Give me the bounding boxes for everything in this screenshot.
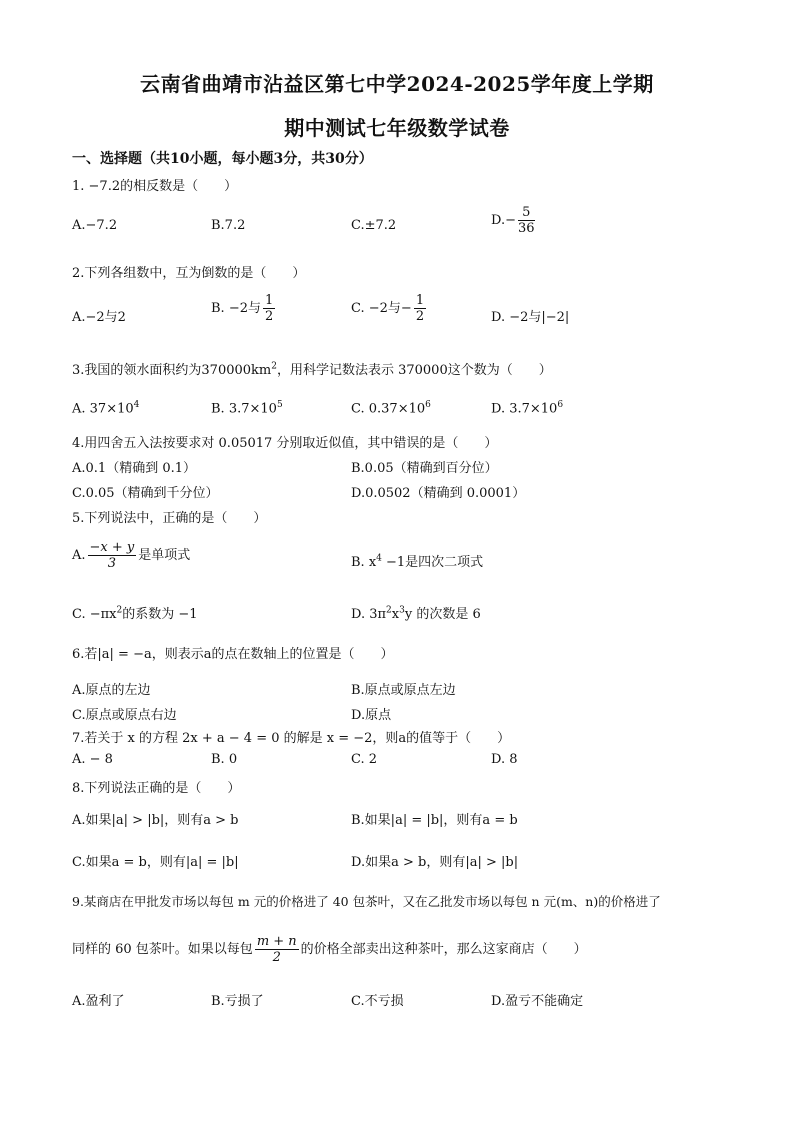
q2-option-d: D. −2与|−2| bbox=[491, 310, 570, 325]
section-heading: 一、选择题（共10小题，每小题3分，共30分） bbox=[72, 151, 373, 167]
q2-c-fraction bbox=[414, 293, 426, 324]
q6-option-c: C.原点或原点右边 bbox=[72, 708, 177, 723]
q1-option-a: A.−7.2 bbox=[72, 218, 118, 233]
q1-stem: 1. −7.2的相反数是（ ） bbox=[72, 179, 238, 194]
q2-b-prefix: B. −2与 bbox=[211, 301, 261, 316]
q9-option-a: A.盈利了 bbox=[72, 994, 125, 1009]
q9-stem-line2 bbox=[72, 934, 587, 965]
q7-option-c: C. 2 bbox=[351, 752, 378, 767]
q7-stem: 7.若关于 x 的方程 2x + a − 4 = 0 的解是 x = −2，则a的值等于（ ） bbox=[72, 731, 511, 746]
q8-option-a: A.如果|a| > |b|，则有a > b bbox=[72, 813, 239, 828]
exam-title-line1: 云南省曲靖市沾益区第七中学2024-2025学年度上学期 bbox=[140, 72, 654, 96]
q2-option-c bbox=[351, 293, 428, 324]
q5-b-base: B. x bbox=[351, 555, 377, 570]
q3-c-base: C. 0.37×10 bbox=[351, 401, 426, 417]
q3-option-a bbox=[72, 400, 139, 416]
q5-d-mid: x bbox=[391, 607, 400, 622]
q4-option-c: C.0.05（精确到千分位） bbox=[72, 486, 219, 501]
q5-option-b bbox=[351, 551, 483, 570]
q2-option-b bbox=[211, 293, 277, 324]
q5-c-base: C. −πx bbox=[72, 607, 117, 622]
q8-option-c: C.如果a = b，则有|a| = |b| bbox=[72, 855, 239, 870]
q5-c-exp: 2 bbox=[116, 605, 123, 616]
q3-c-exp: 6 bbox=[425, 400, 431, 410]
q5-a-prefix: A. bbox=[72, 548, 86, 563]
q3-d-base: D. 3.7×10 bbox=[491, 401, 558, 417]
q5-option-a bbox=[72, 540, 190, 571]
q3-stem-sup: 2 bbox=[271, 361, 277, 372]
q5-option-c bbox=[72, 603, 198, 622]
q3-a-base: A. 37×10 bbox=[72, 401, 134, 417]
q2-b-num: 1 bbox=[264, 293, 274, 308]
q5-c-suffix: 的系数为 −1 bbox=[122, 607, 198, 622]
q2-b-den: 2 bbox=[264, 309, 274, 324]
q3-option-c bbox=[351, 400, 431, 416]
q6-option-a: A.原点的左边 bbox=[72, 683, 151, 698]
q3-a-exp: 4 bbox=[133, 400, 140, 410]
q5-a-num: −x + y bbox=[89, 540, 135, 555]
q7-option-a: A. − 8 bbox=[72, 752, 113, 767]
q5-d-suffix: y 的次数是 6 bbox=[404, 607, 481, 622]
q5-d-exp2: 3 bbox=[399, 605, 405, 616]
q5-d-exp1: 2 bbox=[386, 605, 392, 616]
q4-option-a: A.0.1（精确到 0.1） bbox=[72, 461, 197, 476]
q2-c-num: 1 bbox=[415, 293, 425, 308]
q5-d-base: D. 3π bbox=[351, 607, 387, 622]
q6-option-b: B.原点或原点左边 bbox=[351, 683, 456, 698]
q9-num: m + n bbox=[256, 934, 297, 949]
q9-stem-line1: 9.某商店在甲批发市场以每包 m 元的价格进了 40 包茶叶，又在乙批发市场以每包 n 元(m、n)的价格进了 bbox=[72, 894, 661, 909]
q9-option-d: D.盈亏不能确定 bbox=[491, 994, 584, 1009]
q5-b-suffix: −1是四次二项式 bbox=[381, 555, 484, 570]
q8-option-b: B.如果|a| = |b|，则有a = b bbox=[351, 813, 518, 828]
q2-option-a: A.−2与2 bbox=[72, 310, 126, 325]
q6-stem: 6.若|a| = −a，则表示a的点在数轴上的位置是（ ） bbox=[72, 647, 394, 662]
q6-option-d: D.原点 bbox=[351, 708, 392, 723]
q3-b-exp: 5 bbox=[276, 400, 283, 410]
q3-b-base: B. 3.7×10 bbox=[211, 401, 277, 417]
q5-a-suffix: 是单项式 bbox=[138, 548, 191, 563]
q4-stem: 4.用四舍五入法按要求对 0.05017 分别取近似值，其中错误的是（ ） bbox=[72, 436, 498, 451]
q3-stem bbox=[72, 359, 552, 378]
q4-option-b: B.0.05（精确到百分位） bbox=[351, 461, 498, 476]
q2-c-den: 2 bbox=[415, 309, 425, 324]
q5-a-fraction bbox=[88, 540, 137, 571]
q9-den: 2 bbox=[272, 950, 281, 965]
q3-option-b bbox=[211, 400, 283, 416]
q1-d-den: 36 bbox=[517, 221, 535, 236]
q1-d-num: 5 bbox=[518, 205, 535, 221]
q2-stem: 2.下列各组数中，互为倒数的是（ ） bbox=[72, 266, 306, 281]
q9-option-c: C.不亏损 bbox=[351, 994, 404, 1009]
q7-option-b: B. 0 bbox=[211, 752, 238, 767]
q5-a-den: 3 bbox=[107, 556, 117, 571]
q2-c-prefix: C. −2与− bbox=[351, 301, 412, 316]
q9-stem2-suffix: 的价格全部卖出这种茶叶，那么这家商店（ ） bbox=[300, 942, 587, 957]
q8-stem: 8.下列说法正确的是（ ） bbox=[72, 781, 241, 796]
q2-b-fraction bbox=[263, 293, 275, 324]
q3-stem-b: ，用科学记数法表示 370000这个数为（ ） bbox=[276, 363, 552, 378]
q3-option-d bbox=[491, 400, 563, 416]
q3-d-exp: 6 bbox=[557, 400, 564, 410]
q5-stem: 5.下列说法中，正确的是（ ） bbox=[72, 511, 267, 526]
q8-option-d: D.如果a > b，则有|a| > |b| bbox=[351, 855, 519, 870]
q9-option-b: B.亏损了 bbox=[211, 994, 264, 1009]
q3-stem-a: 3.我国的领水面积约为370000km bbox=[72, 363, 272, 378]
q7-option-d: D. 8 bbox=[491, 752, 518, 767]
q4-option-d: D.0.0502（精确到 0.0001） bbox=[351, 486, 526, 501]
q1-option-c: C.±7.2 bbox=[351, 218, 397, 233]
q1-option-d bbox=[491, 205, 537, 236]
q5-option-d bbox=[351, 603, 481, 622]
q1-d-prefix: D.− bbox=[491, 213, 516, 228]
q9-fraction bbox=[255, 934, 299, 965]
q1-option-b: B.7.2 bbox=[211, 218, 246, 233]
q9-stem2-prefix: 同样的 60 包茶叶。如果以每包 bbox=[72, 942, 253, 957]
q1-d-fraction bbox=[518, 205, 535, 236]
exam-title-line2: 期中测试七年级数学试卷 bbox=[284, 116, 510, 140]
q5-b-exp: 4 bbox=[376, 553, 382, 564]
